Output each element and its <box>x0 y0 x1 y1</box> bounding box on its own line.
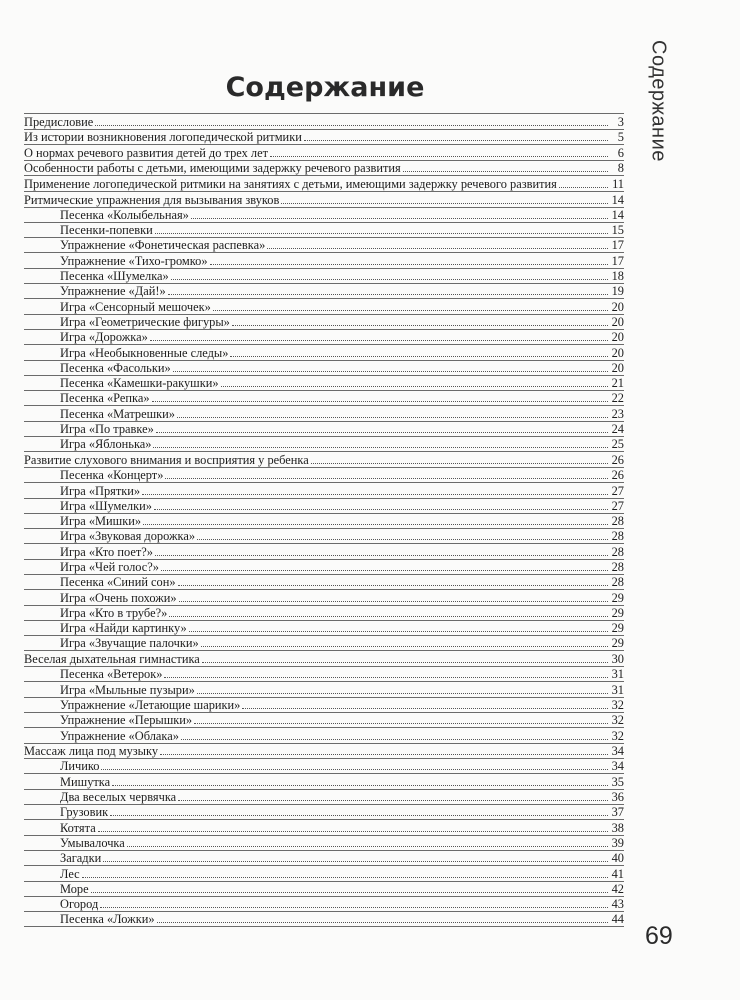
toc-entry[interactable] <box>24 499 624 514</box>
toc-entry-title: Игра «Кто в трубе?» <box>60 606 168 620</box>
toc-entry-page: 34 <box>611 744 624 759</box>
toc-leader-dots <box>201 645 608 647</box>
toc-entry-title: Предисловие <box>24 115 94 129</box>
toc-leader-dots <box>157 921 608 923</box>
toc-entry[interactable] <box>24 560 624 575</box>
toc-entry-title: Упражнение «Фонетическая распевка» <box>60 239 266 253</box>
toc-entry[interactable] <box>24 912 624 927</box>
toc-entry-page: 5 <box>617 130 624 145</box>
toc-leader-dots <box>191 217 608 219</box>
toc-leader-dots <box>142 493 608 495</box>
toc-entry-title: Мишутка <box>60 775 111 789</box>
toc-entry-title: Упражнение «Дай!» <box>60 285 166 299</box>
toc-leader-dots <box>101 768 608 770</box>
page-number: 69 <box>645 922 673 950</box>
toc-leader-dots <box>103 860 608 862</box>
toc-entry-page: 17 <box>611 238 624 253</box>
toc-entry-title: Игра «Дорожка» <box>60 331 148 345</box>
toc-section[interactable] <box>24 114 624 130</box>
toc-entry-title: Игра «Кто поет?» <box>60 545 153 559</box>
toc-entry-title: Упражнение «Облака» <box>60 729 179 743</box>
toc-entry-page: 21 <box>611 376 624 391</box>
toc-leader-dots <box>559 186 608 188</box>
toc-leader-dots <box>270 155 608 157</box>
toc-entry-title: Песенка «Ветерок» <box>60 668 163 682</box>
toc-entry-title: Игра «Шумелки» <box>60 499 152 513</box>
toc-entry[interactable] <box>24 208 624 223</box>
toc-entry[interactable] <box>24 805 624 820</box>
toc-entry-page: 27 <box>611 483 624 498</box>
toc-entry-title: Игра «Звучащие палочки» <box>60 637 199 651</box>
toc-entry-page: 14 <box>611 207 624 222</box>
toc-entry[interactable] <box>24 606 624 621</box>
toc-entry[interactable] <box>24 728 624 743</box>
toc-leader-dots <box>281 202 608 204</box>
toc-entry[interactable] <box>24 269 624 284</box>
toc-entry[interactable] <box>24 667 624 682</box>
toc-entry-page: 15 <box>611 223 624 238</box>
toc-entry-title: Игра «Геометрические фигуры» <box>60 315 230 329</box>
toc-entry-title: Упражнение «Перышки» <box>60 714 193 728</box>
toc-entry-title: Игра «Необыкновенные следы» <box>60 346 229 360</box>
toc-entry-title: Особенности работы с детьми, имеющими задержку речевого развития <box>24 162 401 176</box>
toc-entry-title: Огород <box>60 898 99 912</box>
toc-entry-page: 20 <box>611 330 624 345</box>
toc-entry-page: 30 <box>611 652 624 667</box>
toc-entry-page: 34 <box>611 759 624 774</box>
toc-entry-title: Игра «Чей голос?» <box>60 560 159 574</box>
running-header-text: Содержание <box>647 40 670 162</box>
toc-entry-page: 39 <box>611 835 624 850</box>
toc-leader-dots <box>168 293 608 295</box>
toc-entry[interactable] <box>24 682 624 697</box>
toc-entry-page: 28 <box>611 514 624 529</box>
toc-entry-title: Песенка «Концерт» <box>60 469 164 483</box>
toc-entry-page: 28 <box>611 575 624 590</box>
toc-leader-dots <box>160 753 608 755</box>
toc-entry-title: Песенка «Синий сон» <box>60 576 176 590</box>
toc-entry[interactable] <box>24 238 624 253</box>
toc-entry[interactable] <box>24 406 624 421</box>
toc-entry-page: 29 <box>611 605 624 620</box>
toc-entry-title: Ритмические упражнения для вызывания звуков <box>24 193 280 207</box>
toc-entry[interactable] <box>24 636 624 651</box>
toc-leader-dots <box>110 814 608 816</box>
toc-entry-page: 3 <box>617 114 624 129</box>
toc-entry-title: Игра «Сенсорный мешочек» <box>60 300 211 314</box>
toc-section[interactable] <box>24 130 624 146</box>
toc-entry-title: Лес <box>60 867 80 881</box>
toc-entry-page: 32 <box>611 697 624 712</box>
toc-leader-dots <box>154 508 608 510</box>
toc-entry[interactable] <box>24 330 624 345</box>
toc-entry-page: 41 <box>611 866 624 881</box>
toc-section[interactable] <box>24 145 624 161</box>
toc-entry-page: 20 <box>611 360 624 375</box>
toc-entry-page: 44 <box>611 912 624 927</box>
toc-entry-title: Котята <box>60 821 96 835</box>
toc-leader-dots <box>112 784 608 786</box>
toc-leader-dots <box>213 309 608 311</box>
toc-entry-title: Грузовик <box>60 806 109 820</box>
table-of-contents <box>24 113 624 927</box>
toc-entry-title: Море <box>60 882 89 896</box>
toc-leader-dots <box>210 263 608 265</box>
toc-entry[interactable] <box>24 376 624 391</box>
toc-entry[interactable] <box>24 544 624 559</box>
toc-entry-title: Игра «Прятки» <box>60 484 141 498</box>
toc-entry-page: 28 <box>611 559 624 574</box>
toc-leader-dots <box>143 523 608 525</box>
toc-entry-page: 32 <box>611 713 624 728</box>
toc-leader-dots <box>179 600 608 602</box>
toc-entry[interactable] <box>24 851 624 866</box>
toc-leader-dots <box>153 446 608 448</box>
toc-leader-dots <box>91 891 608 893</box>
toc-entry-page: 20 <box>611 314 624 329</box>
toc-entry[interactable] <box>24 315 624 330</box>
toc-entry-page: 38 <box>611 820 624 835</box>
toc-leader-dots <box>178 799 608 801</box>
toc-entry[interactable] <box>24 422 624 437</box>
toc-entry[interactable] <box>24 713 624 728</box>
toc-entry-page: 28 <box>611 544 624 559</box>
toc-leader-dots <box>127 845 608 847</box>
toc-entry[interactable] <box>24 759 624 774</box>
toc-entry-page: 17 <box>611 253 624 268</box>
toc-entry-page: 31 <box>611 667 624 682</box>
toc-entry[interactable] <box>24 882 624 897</box>
toc-section[interactable] <box>24 452 624 468</box>
toc-leader-dots <box>230 355 608 357</box>
toc-leader-dots <box>169 615 608 617</box>
toc-section[interactable] <box>24 192 624 208</box>
toc-section[interactable] <box>24 176 624 192</box>
toc-leader-dots <box>155 232 608 234</box>
toc-entry[interactable] <box>24 790 624 805</box>
toc-entry-page: 24 <box>611 422 624 437</box>
toc-entry-title: Игра «Мыльные пузыри» <box>60 683 195 697</box>
toc-section[interactable] <box>24 744 624 760</box>
toc-leader-dots <box>181 738 608 740</box>
running-header <box>640 40 676 180</box>
toc-entry-page: 32 <box>611 728 624 743</box>
toc-entry-title: Песенка «Матрешки» <box>60 407 176 421</box>
toc-entry[interactable] <box>24 621 624 636</box>
toc-leader-dots <box>177 416 608 418</box>
toc-entry[interactable] <box>24 698 624 713</box>
toc-entry-title: Песенка «Ложки» <box>60 913 155 927</box>
toc-entry-page: 36 <box>611 790 624 805</box>
toc-leader-dots <box>165 477 608 479</box>
toc-entry-page: 40 <box>611 851 624 866</box>
toc-leader-dots <box>194 722 608 724</box>
toc-entry[interactable] <box>24 345 624 360</box>
toc-entry[interactable] <box>24 253 624 268</box>
toc-leader-dots <box>171 278 608 280</box>
toc-entry-page: 22 <box>611 391 624 406</box>
toc-entry[interactable] <box>24 437 624 452</box>
toc-leader-dots <box>100 906 608 908</box>
page-title: Содержание <box>225 72 425 103</box>
toc-entry-title: Игра «Звуковая дорожка» <box>60 530 196 544</box>
toc-entry-title: Личико <box>60 760 100 774</box>
toc-entry-title: Песенка «Фасольки» <box>60 361 171 375</box>
toc-entry-page: 26 <box>611 452 624 467</box>
toc-entry-title: Умывалочка <box>60 836 125 850</box>
toc-entry-page: 26 <box>611 468 624 483</box>
toc-entry-page: 11 <box>612 176 624 191</box>
toc-entry-title: Упражнение «Тихо-громко» <box>60 254 208 268</box>
toc-entry-page: 35 <box>611 774 624 789</box>
toc-entry-page: 37 <box>611 805 624 820</box>
toc-leader-dots <box>232 324 608 326</box>
toc-entry[interactable] <box>24 514 624 529</box>
toc-entry-title: Веселая дыхательная гимнастика <box>24 653 200 667</box>
toc-entry-title: Из истории возникновения логопедической ритмики <box>24 131 302 145</box>
toc-entry-page: 20 <box>611 299 624 314</box>
toc-entry[interactable] <box>24 529 624 544</box>
toc-leader-dots <box>95 124 608 126</box>
toc-leader-dots <box>267 247 608 249</box>
toc-leader-dots <box>242 707 608 709</box>
toc-section[interactable] <box>24 161 624 177</box>
toc-entry-page: 25 <box>611 437 624 452</box>
toc-entry-title: Игра «Яблонька» <box>60 438 152 452</box>
toc-entry-title: Игра «Найди картинку» <box>60 622 187 636</box>
toc-entry-page: 23 <box>611 406 624 421</box>
toc-entry[interactable] <box>24 897 624 912</box>
toc-entry-page: 42 <box>611 881 624 896</box>
toc-entry[interactable] <box>24 299 624 314</box>
toc-leader-dots <box>197 692 608 694</box>
toc-entry-page: 28 <box>611 529 624 544</box>
toc-leader-dots <box>164 676 608 678</box>
toc-leader-dots <box>152 400 608 402</box>
toc-entry[interactable] <box>24 284 624 299</box>
toc-entry-page: 29 <box>611 590 624 605</box>
toc-leader-dots <box>221 385 608 387</box>
toc-entry-title: Песенка «Колыбельная» <box>60 208 189 222</box>
toc-entry[interactable] <box>24 361 624 376</box>
toc-entry[interactable] <box>24 391 624 406</box>
toc-entry-title: Два веселых червячка <box>60 791 177 805</box>
toc-leader-dots <box>156 431 608 433</box>
toc-entry[interactable] <box>24 468 624 483</box>
toc-leader-dots <box>173 370 608 372</box>
toc-entry-title: Загадки <box>60 852 102 866</box>
toc-leader-dots <box>202 661 608 663</box>
toc-leader-dots <box>178 584 608 586</box>
toc-entry[interactable] <box>24 223 624 238</box>
toc-entry-title: Развитие слухового внимания и восприятия у ребенка <box>24 453 309 467</box>
toc-entry-title: Игра «Мишки» <box>60 515 142 529</box>
toc-leader-dots <box>155 554 608 556</box>
toc-leader-dots <box>403 170 608 172</box>
toc-entry-page: 6 <box>617 145 624 160</box>
toc-entry-page: 8 <box>617 161 624 176</box>
toc-leader-dots <box>304 139 608 141</box>
toc-entry-title: Песенка «Шумелка» <box>60 270 169 284</box>
toc-entry-title: Игра «По травке» <box>60 423 154 437</box>
toc-entry-page: 31 <box>611 682 624 697</box>
toc-entry[interactable] <box>24 774 624 789</box>
toc-entry-title: Песенка «Камешки-ракушки» <box>60 377 219 391</box>
toc-entry-title: Упражнение «Летающие шарики» <box>60 698 241 712</box>
toc-entry-title: Песенки-попевки <box>60 224 153 238</box>
toc-entry-page: 43 <box>611 897 624 912</box>
toc-leader-dots <box>197 538 608 540</box>
toc-entry-page: 18 <box>611 269 624 284</box>
toc-entry[interactable] <box>24 866 624 881</box>
toc-leader-dots <box>161 569 608 571</box>
toc-entry[interactable] <box>24 575 624 590</box>
toc-entry-page: 29 <box>611 621 624 636</box>
toc-leader-dots <box>98 830 608 832</box>
toc-section[interactable] <box>24 651 624 667</box>
toc-entry-page: 14 <box>611 192 624 207</box>
toc-entry[interactable] <box>24 820 624 835</box>
toc-leader-dots <box>150 339 608 341</box>
toc-entry-title: Песенка «Репка» <box>60 392 150 406</box>
toc-entry[interactable] <box>24 836 624 851</box>
toc-entry-page: 20 <box>611 345 624 360</box>
toc-entry-title: Применение логопедической ритмики на занятиях с детьми, имеющими задержку речевого развития <box>24 177 557 191</box>
toc-entry[interactable] <box>24 483 624 498</box>
toc-entry-title: О нормах речевого развития детей до трех лет <box>24 146 269 160</box>
toc-leader-dots <box>82 876 608 878</box>
toc-leader-dots <box>311 462 608 464</box>
toc-entry-title: Массаж лица под музыку <box>24 745 159 759</box>
toc-entry-title: Игра «Очень похожи» <box>60 591 177 605</box>
toc-entry-page: 19 <box>611 284 624 299</box>
toc-entry[interactable] <box>24 590 624 605</box>
toc-entry-page: 27 <box>611 498 624 513</box>
toc-leader-dots <box>189 630 608 632</box>
toc-entry-page: 29 <box>611 636 624 651</box>
